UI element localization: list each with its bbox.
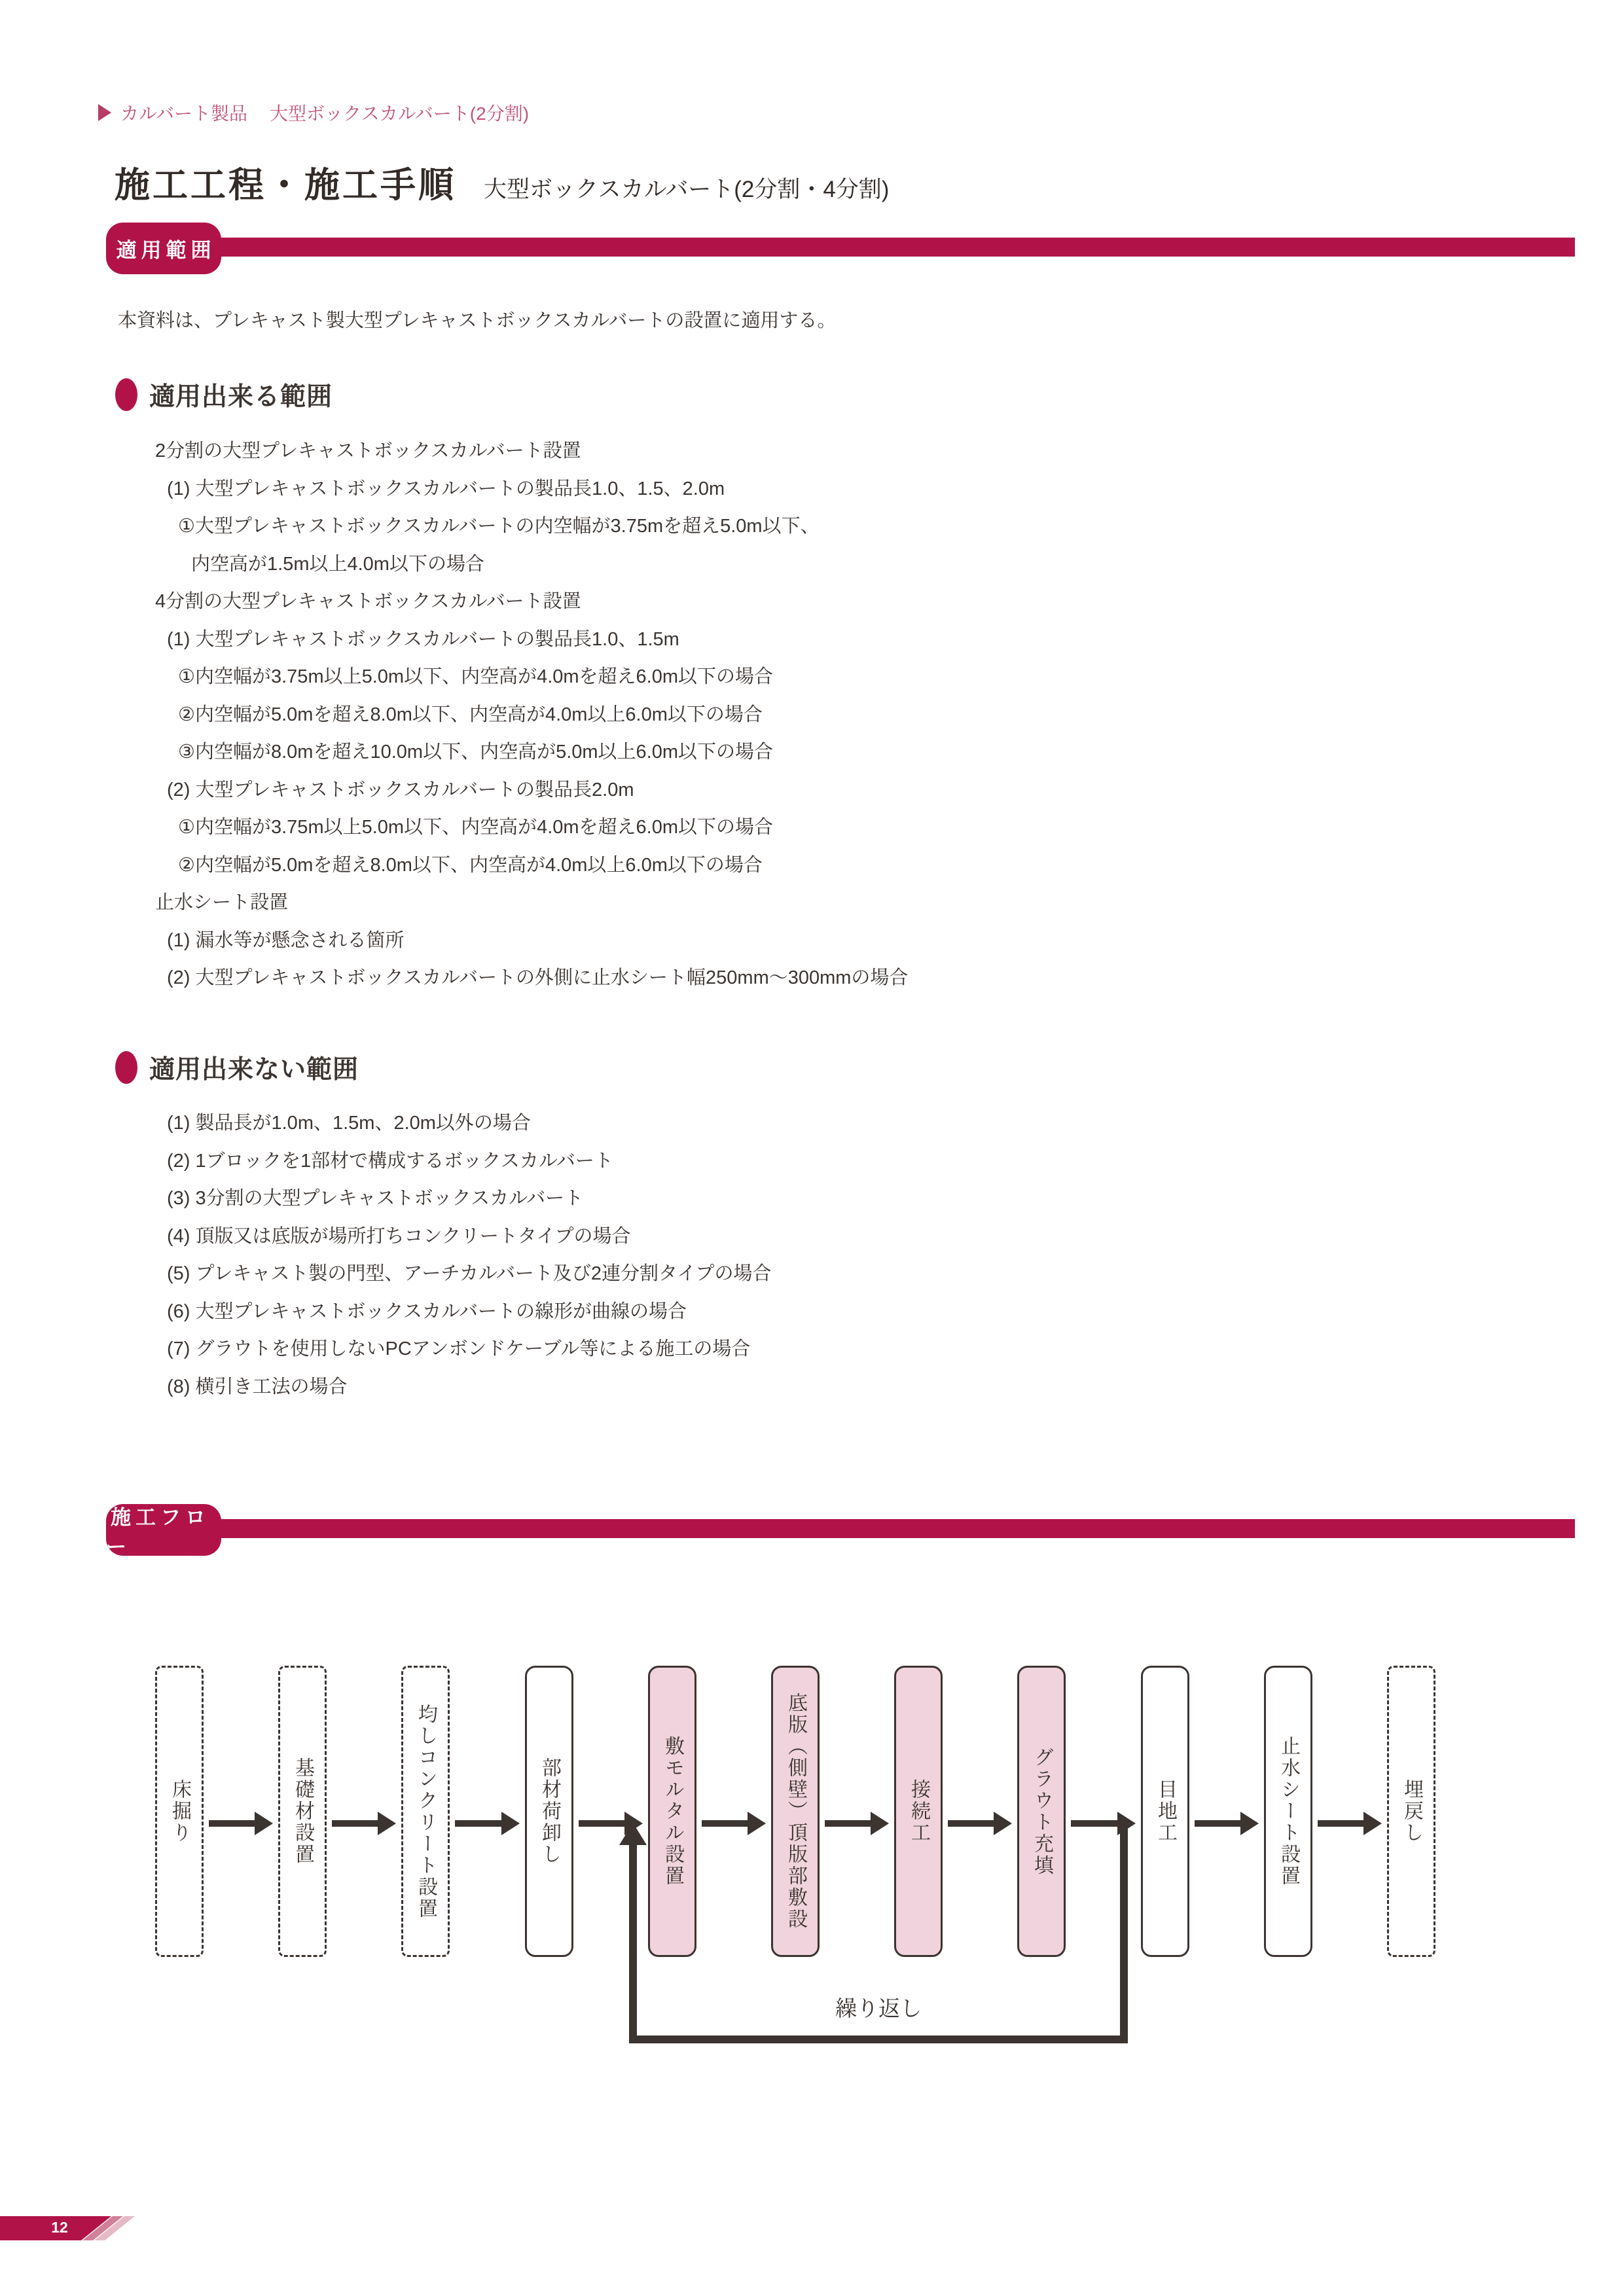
list-item: (1) 大型プレキャストボックスカルバートの製品長1.0、1.5m bbox=[167, 628, 679, 650]
breadcrumb bbox=[98, 99, 529, 126]
flow-arrow-icon bbox=[825, 1820, 871, 1827]
flow-step-3 bbox=[401, 1666, 450, 1957]
list-item: (6) 大型プレキャストボックスカルバートの線形が曲線の場合 bbox=[167, 1300, 687, 1322]
breadcrumb-arrow-icon bbox=[98, 104, 111, 121]
flow-step-10 bbox=[1264, 1666, 1312, 1957]
banner-bar bbox=[209, 1519, 1575, 1538]
flow-step-label: 敷モルタル設置 bbox=[662, 1736, 683, 1887]
flow-step-4 bbox=[525, 1666, 573, 1957]
banner-pill bbox=[106, 223, 221, 274]
flow-arrow-head-icon bbox=[748, 1812, 766, 1835]
list-item: (1) 製品長が1.0m、1.5m、2.0m以外の場合 bbox=[167, 1113, 531, 1134]
section-bullet-icon bbox=[115, 1051, 137, 1084]
list-item: (3) 3分割の大型プレキャストボックスカルバート bbox=[167, 1188, 584, 1209]
applicable-range-list bbox=[0, 433, 1624, 997]
flow-step-9 bbox=[1141, 1666, 1189, 1957]
flow-arrow-icon bbox=[702, 1820, 748, 1827]
flow-step-7 bbox=[894, 1666, 943, 1957]
list-item: (7) グラウトを使用しないPCアンボンドケーブル等による施工の場合 bbox=[167, 1338, 751, 1359]
heading-not-applicable-range bbox=[115, 1049, 359, 1086]
banner-pill bbox=[106, 1504, 221, 1556]
list-item: (2) 大型プレキャストボックスカルバートの製品長2.0m bbox=[167, 779, 634, 800]
flow-arrow-icon bbox=[1318, 1820, 1364, 1827]
flow-arrow-head-icon bbox=[1240, 1812, 1259, 1835]
list-item: (2) 1ブロックを1部材で構成するボックスカルバート bbox=[167, 1150, 613, 1172]
heading-label: 適用出来ない範囲 bbox=[149, 1056, 359, 1084]
flow-step-8 bbox=[1017, 1666, 1066, 1957]
flow-step-label: 底版（側壁）頂版部敷設 bbox=[785, 1693, 806, 1930]
flow-arrow-head-icon bbox=[501, 1812, 520, 1835]
page-subtitle: 大型ボックスカルバート(2分割・4分割) bbox=[484, 177, 890, 202]
flow-step-label: 接続工 bbox=[908, 1779, 929, 1844]
flow-step-6 bbox=[771, 1666, 820, 1957]
list-item: 4分割の大型プレキャストボックスカルバート設置 bbox=[155, 591, 581, 612]
flow-step-label: グラウト充填 bbox=[1031, 1746, 1053, 1876]
flow-arrow-head-icon bbox=[1363, 1812, 1382, 1835]
repeat-loop-line-right bbox=[1120, 1823, 1128, 2043]
flow-step-label: 均しコンクリート設置 bbox=[415, 1703, 437, 1920]
list-item: ①大型プレキャストボックスカルバートの内空幅が3.75mを超え5.0m以下、 bbox=[178, 516, 820, 537]
flow-step-label: 部材荷卸し bbox=[539, 1757, 560, 1865]
flow-step-1 bbox=[155, 1666, 204, 1957]
list-item: 止水シート設置 bbox=[155, 892, 289, 913]
flow-step-label: 止水シート設置 bbox=[1278, 1736, 1299, 1887]
flow-arrow-head-icon bbox=[624, 1812, 643, 1835]
flow-step-2 bbox=[278, 1666, 327, 1957]
repeat-loop-line-bottom bbox=[629, 2036, 1128, 2043]
flow-step-11 bbox=[1387, 1666, 1435, 1957]
flow-arrow-icon bbox=[1071, 1820, 1118, 1827]
heading-label: 適用出来る範囲 bbox=[149, 383, 333, 411]
repeat-label: 繰り返し bbox=[835, 1996, 922, 2020]
page-title: 施工工程・施工手順 bbox=[115, 166, 456, 205]
flow-arrow-icon bbox=[579, 1820, 625, 1827]
list-item: ①内空幅が3.75m以上5.0m以下、内空高が4.0mを超え6.0m以下の場合 bbox=[178, 666, 774, 687]
construction-flow-diagram bbox=[155, 1666, 1435, 2085]
flow-arrow-icon bbox=[948, 1820, 994, 1827]
flow-arrow-icon bbox=[1195, 1820, 1241, 1827]
not-applicable-range-list bbox=[0, 1105, 1624, 1406]
title-row bbox=[115, 157, 889, 207]
list-item: (1) 漏水等が懸念される箇所 bbox=[167, 929, 405, 951]
banner-bar bbox=[209, 238, 1575, 257]
list-item: (1) 大型プレキャストボックスカルバートの製品長1.0、1.5、2.0m bbox=[167, 478, 725, 499]
list-item: (2) 大型プレキャストボックスカルバートの外側に止水シート幅250mm～300mmの場合 bbox=[167, 967, 909, 988]
flow-step-label: 床掘り bbox=[169, 1779, 190, 1844]
list-item: (4) 頂版又は底版が場所打ちコンクリートタイプの場合 bbox=[167, 1225, 631, 1247]
flow-arrow-icon bbox=[209, 1820, 255, 1827]
list-item: (5) プレキャスト製の門型、アーチカルバート及び2連分割タイプの場合 bbox=[167, 1263, 772, 1284]
breadcrumb-product: 大型ボックスカルバート(2分割) bbox=[270, 103, 530, 124]
list-item: (8) 横引き工法の場合 bbox=[167, 1376, 348, 1397]
flow-arrow-head-icon bbox=[994, 1812, 1012, 1835]
flow-step-label: 埋戻し bbox=[1401, 1779, 1422, 1844]
list-item: ①内空幅が3.75m以上5.0m以下、内空高が4.0mを超え6.0m以下の場合 bbox=[178, 817, 774, 838]
intro-paragraph: 本資料は、プレキャスト製大型プレキャストボックスカルバートの設置に適用する。 bbox=[118, 310, 837, 331]
flow-arrow-head-icon bbox=[871, 1812, 889, 1835]
list-item: ②内空幅が5.0mを超え8.0m以下、内空高が4.0m以上6.0m以下の場合 bbox=[178, 854, 763, 876]
flow-arrow-icon bbox=[455, 1820, 502, 1827]
repeat-loop-line-left bbox=[629, 1844, 637, 2036]
banner-label: 適用範囲 bbox=[116, 239, 216, 262]
page-footer bbox=[0, 2216, 196, 2240]
flow-arrow-head-icon bbox=[255, 1812, 273, 1835]
list-item: ②内空幅が5.0mを超え8.0m以下、内空高が4.0m以上6.0m以下の場合 bbox=[178, 704, 763, 725]
banner-label: 施工フロー bbox=[106, 1505, 210, 1558]
flow-arrow-head-icon bbox=[378, 1812, 396, 1835]
breadcrumb-category: カルバート製品 bbox=[120, 103, 248, 124]
flow-step-label: 目地工 bbox=[1155, 1779, 1176, 1844]
list-item: ③内空幅が8.0mを超え10.0m以下、内空高が5.0m以上6.0m以下の場合 bbox=[178, 742, 774, 762]
page-number: 12 bbox=[51, 2219, 68, 2236]
list-item: 内空高が1.5m以上4.0m以下の場合 bbox=[191, 553, 484, 575]
flow-step-5 bbox=[648, 1666, 696, 1957]
flow-arrow-head-icon bbox=[1117, 1812, 1136, 1835]
flow-step-label: 基礎材設置 bbox=[292, 1757, 314, 1865]
heading-applicable-range bbox=[115, 376, 333, 413]
list-item: 2分割の大型プレキャストボックスカルバート設置 bbox=[155, 440, 581, 461]
section-bullet-icon bbox=[115, 378, 137, 411]
flow-arrow-icon bbox=[332, 1820, 378, 1827]
